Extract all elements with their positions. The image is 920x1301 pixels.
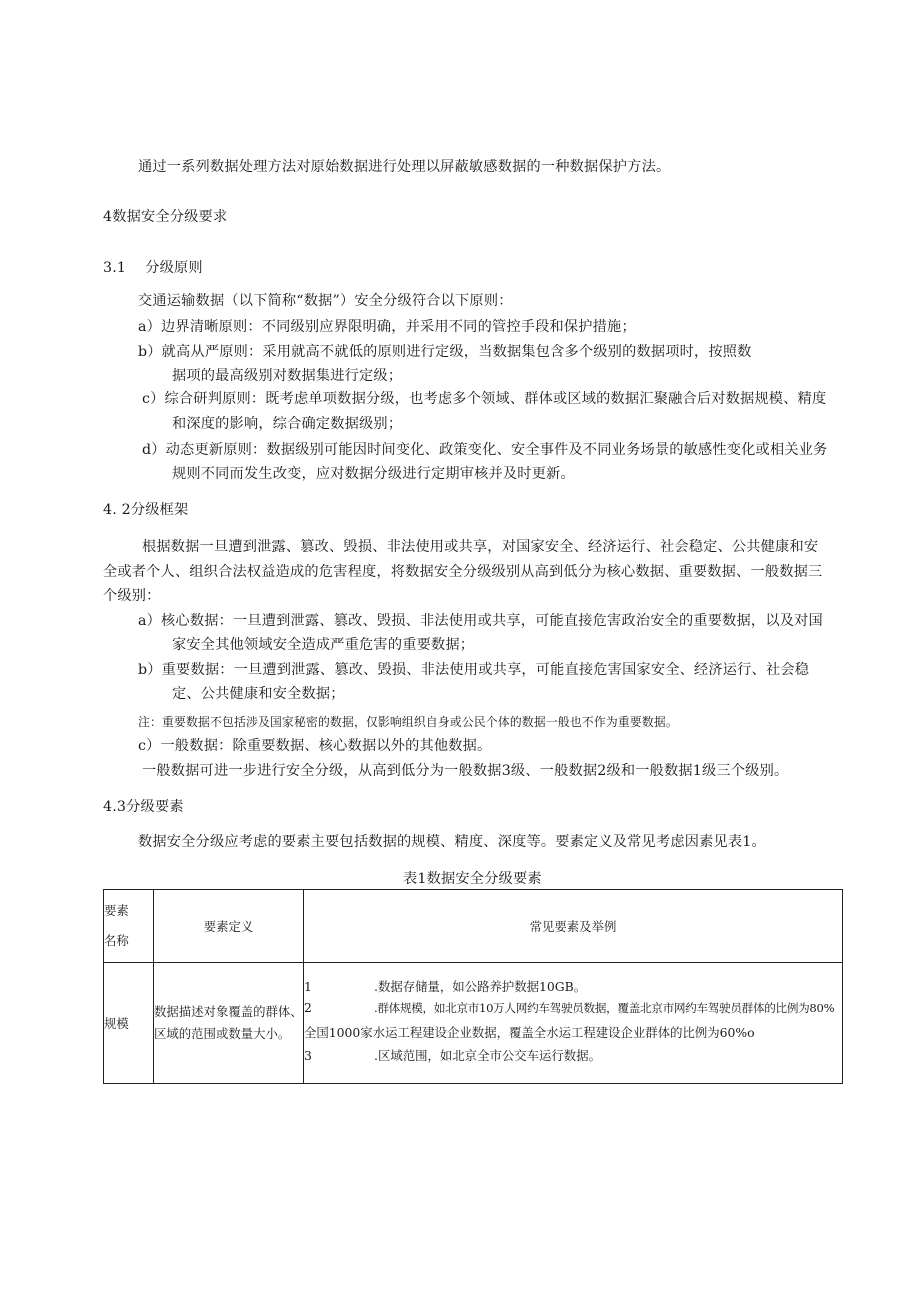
- framework-paragraph-line1: 根据数据一旦遭到泄露、篡改、毁损、非法使用或共享，对国家安全、经济运行、社会稳定、公共健康和安: [142, 539, 819, 555]
- section-heading-4-1: 3.1 分级原则: [103, 260, 203, 276]
- principle-c-line2: 和深度的影响，综合确定数据级别；: [172, 416, 403, 432]
- principle-a: a）边界清晰原则：不同级别应界限明确，并采用不同的管控手段和保护措施；: [138, 319, 636, 335]
- section-heading-4-2: 4. 2分级框架: [103, 502, 189, 518]
- header-name-line1: 要素: [104, 903, 129, 918]
- example-text: 全国1000家水运工程建设企业数据，覆盖全水运工程建设企业群体的比例为60%o: [304, 1025, 755, 1040]
- general-data-levels: 一般数据可进一步进行安全分级，从高到低分为一般数据3级、一般数据2级和一般数据1级三个级别。: [142, 763, 789, 779]
- intro-paragraph: 通过一系列数据处理方法对原始数据进行处理以屏蔽敏感数据的一种数据保护方法。: [138, 159, 671, 175]
- section-heading-4: 4数据安全分级要求: [103, 209, 228, 225]
- row-element-definition: 数据描述对象覆盖的群体、区域的范围或数量大小。: [154, 963, 304, 1084]
- elements-table: [103, 889, 843, 1084]
- principles-intro: 交通运输数据（以下简称“数据”）安全分级符合以下原则：: [138, 293, 513, 309]
- header-common-examples: 常见要素及举例: [304, 890, 843, 963]
- header-element-definition: 要素定义: [154, 890, 304, 963]
- example-item: [304, 1023, 842, 1046]
- principle-c-line1: c）综合研判原则：既考虑单项数据分级，也考虑多个领域、群体或区域的数据汇聚融合后对数据规模、精度: [142, 391, 827, 407]
- example-text: .区域范围，如北京全市公交车运行数据。: [374, 1048, 601, 1063]
- principle-d-line1: d）动态更新原则：数据级别可能因时间变化、政策变化、安全事件及不同业务场景的敏感性变化或相关业务: [142, 442, 828, 458]
- core-data-line1: a）核心数据：一旦遭到泄露、篡改、毁损、非法使用或共享，可能直接危害政治安全的重要数据，以及对国: [138, 613, 823, 629]
- section-heading-4-3: 4.3分级要素: [103, 799, 184, 815]
- table-caption: 表1数据安全分级要素: [403, 871, 542, 887]
- example-number: 2: [304, 1000, 312, 1015]
- principle-b-line2: 据项的最高级别对数据集进行定级；: [172, 368, 403, 384]
- principle-d-line2: 规则不同而发生改变，应对数据分级进行定期审核并及时更新。: [172, 466, 575, 482]
- example-text: .群体规模，如北京市10万人网约车驾驶员数据，覆盖北京市网约车驾驶员群体的比例为80%: [374, 1001, 835, 1015]
- example-item: [304, 1046, 842, 1069]
- framework-paragraph-line3: 个级别：: [103, 588, 161, 604]
- example-text: .数据存储量，如公路养护数据10GB。: [374, 979, 587, 994]
- example-number: 1: [304, 979, 312, 994]
- principle-b-line1: b）就高从严原则：采用就高不就低的原则进行定级，当数据集包含多个级别的数据项时，按照数: [138, 344, 752, 360]
- general-data: c）一般数据：除重要数据、核心数据以外的其他数据。: [138, 738, 492, 754]
- elements-paragraph: 数据安全分级应考虑的要素主要包括数据的规模、精度、深度等。要素定义及常见考虑因素见表1。: [138, 834, 766, 850]
- table-row: [104, 963, 843, 1084]
- row-element-name: 规模: [104, 963, 154, 1084]
- header-name-line2: 名称: [104, 933, 129, 948]
- core-data-line2: 家安全其他领域安全造成严重危害的重要数据；: [172, 637, 475, 653]
- framework-paragraph-line2: 全或者个人、组织合法权益造成的危害程度，将数据安全分级级别从高到低分为核心数据、重要数据、一般数据三: [103, 564, 823, 580]
- table-header-row: [104, 890, 843, 963]
- example-item: [304, 1000, 842, 1023]
- note: 注：重要数据不包括涉及国家秘密的数据，仅影响组织自身或公民个体的数据一般也不作为重要数据。: [138, 715, 678, 729]
- header-element-name: [104, 890, 154, 963]
- important-data-line2: 定、公共健康和安全数据；: [172, 686, 345, 702]
- important-data-line1: b）重要数据：一旦遭到泄露、篡改、毁损、非法使用或共享，可能直接危害国家安全、经济运行、社会稳: [138, 662, 810, 678]
- example-item: [304, 977, 842, 1000]
- example-number: 3: [304, 1048, 312, 1063]
- row-examples: [304, 963, 843, 1084]
